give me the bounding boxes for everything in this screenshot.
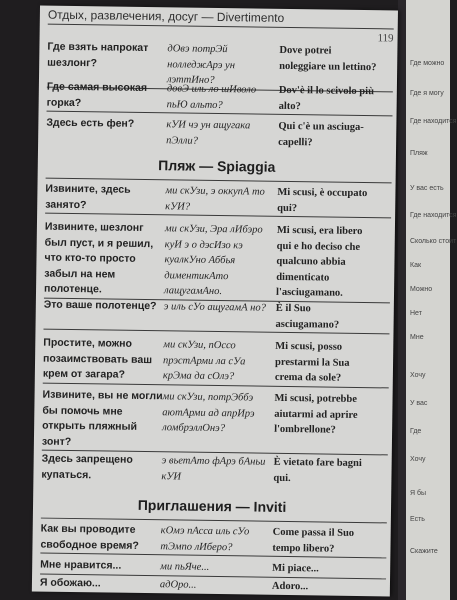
italian-phrase: Dove potrei noleggiare un lettino? <box>279 44 377 73</box>
italian-phrase: Mi scusi, potrebbe aiutarmi ad aprire l'ombrellone? <box>274 392 358 436</box>
transliteration: дОвэ потрЭй нолледжАрэ ун лэттИно? <box>166 43 236 86</box>
phrase-row <box>47 80 393 117</box>
transliteration: кУИ чэ ун ащугака пЭлли? <box>166 119 251 147</box>
adjacent-text: Хочу <box>410 372 426 379</box>
adjacent-text: У вас <box>410 400 428 407</box>
adjacent-text: Скажите <box>410 548 438 555</box>
phrase-row <box>44 220 391 303</box>
russian-phrase: Где взять напрокат шезлонг? <box>47 40 149 69</box>
adjacent-text: Где <box>410 428 422 435</box>
transliteration: кОмэ пАсса иль сУо тЭмпо лИберо? <box>160 525 250 553</box>
italian-phrase: Mi scusi, era libero qui e ho deciso che qualcuno abbia dimenticato l'asciugamano. <box>275 224 363 299</box>
section-title-beach: Пляж — Spiaggia <box>158 157 276 175</box>
transliteration: ми пьЯче... <box>160 561 210 573</box>
adjacent-text: Где можно <box>410 60 445 67</box>
transliteration: ми скУзи, э оккупА то кУИ? <box>165 185 265 213</box>
adjacent-text: Как <box>410 262 422 269</box>
adjacent-text: Можно <box>410 286 433 293</box>
phrase-row <box>41 452 387 488</box>
transliteration: адОро... <box>159 579 197 591</box>
phrase-row <box>46 116 392 152</box>
page-number: 119 <box>377 32 394 45</box>
russian-phrase: Это ваше полотенце? <box>43 298 157 313</box>
transliteration: ми скУзи, пОссо прэстАрми ла сУа крЭма да сОлэ? <box>162 339 246 383</box>
phrase-row <box>42 388 389 456</box>
italian-phrase: Come passa il Suo tempo libero? <box>272 526 355 555</box>
book-page <box>32 6 398 597</box>
russian-phrase: Простите, можно позаимствовать ваш крем от загара? <box>42 336 153 381</box>
italian-phrase: È il Suo asciugamano? <box>275 302 340 331</box>
adjacent-text: Где находится <box>410 118 457 125</box>
transliteration: э вьетАто фАрэ бАньи кУИ <box>161 455 266 483</box>
transliteration: довЭ иль ло шИволо пьЮ альто? <box>166 83 257 111</box>
phrase-row <box>40 576 386 596</box>
adjacent-page-edge <box>406 0 457 600</box>
adjacent-text: Мне <box>410 334 424 341</box>
adjacent-text: Где находится <box>410 212 457 219</box>
phrase-row <box>43 298 389 335</box>
italian-phrase: Dov'è il lo scivolo più alto? <box>278 84 375 112</box>
transliteration: э иль сУо ащугамА но? <box>163 301 266 314</box>
russian-phrase: Я обожаю... <box>39 576 101 590</box>
italian-phrase: Mi piace... <box>272 562 319 575</box>
adjacent-text: Нет <box>410 310 422 317</box>
adjacent-text: Пляж <box>410 150 428 157</box>
transliteration: ми скУзи, Эра лИбэро куИ э о дэсИзо кэ куалкУно Аббья диментикАто лащугамАно. <box>163 223 263 298</box>
russian-phrase: Извините, шезлонг был пуст, и я решил, что кто-то просто забыл на нем полотенце. <box>43 220 154 296</box>
adjacent-text: У вас есть <box>410 185 444 192</box>
italian-phrase: Mi scusi, è occupato qui? <box>277 186 368 214</box>
adjacent-text: Сколько стоит <box>410 238 457 245</box>
book-gutter <box>398 0 406 600</box>
section-title-invitations: Приглашения — Inviti <box>137 496 287 515</box>
adjacent-text: Где я могу <box>410 90 444 97</box>
page-header: Отдых, развлечения, досуг — Divertimento <box>48 8 394 30</box>
italian-phrase: Qui c'è un asciuga-capelli? <box>278 120 364 148</box>
adjacent-text: Я бы <box>410 490 427 497</box>
italian-phrase: È vietato fare bagni qui. <box>273 456 362 484</box>
adjacent-text: Хочу <box>410 456 426 463</box>
russian-phrase: Как вы проводите свободное время? <box>40 522 139 552</box>
adjacent-text: Есть <box>410 516 425 523</box>
russian-phrase: Здесь запрещено купаться. <box>41 452 133 481</box>
russian-phrase: Извините, вы не могли бы помочь мне открыть пляжный зонт? <box>41 388 163 448</box>
russian-phrase: Где самая высокая горка? <box>46 80 148 109</box>
italian-phrase: Mi scusi, posso prestarmi la Sua crema da sole? <box>274 340 350 384</box>
phrase-row <box>43 336 390 388</box>
transliteration: ми скУзи, потрЭббэ аютАрми ад апрИрэ ломбрэллОнэ? <box>162 391 255 435</box>
russian-phrase: Мне нравится... <box>40 558 122 572</box>
phrase-row <box>40 522 386 559</box>
russian-phrase: Извините, здесь занято? <box>45 182 131 211</box>
phrase-row <box>45 182 391 219</box>
italian-phrase: Adoro... <box>271 580 309 593</box>
russian-phrase: Здесь есть фен? <box>46 116 135 130</box>
